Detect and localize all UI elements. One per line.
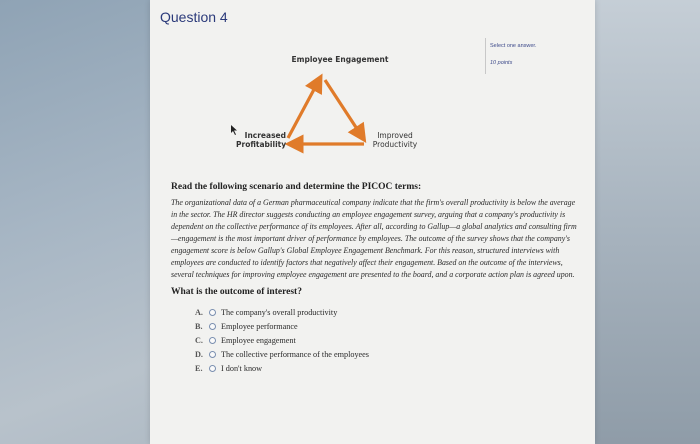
option-text: The collective performance of the employees — [221, 349, 369, 359]
radio-icon[interactable] — [209, 337, 216, 344]
answer-options — [195, 305, 581, 375]
option-text: The company's overall productivity — [221, 307, 338, 317]
radio-icon[interactable] — [209, 323, 216, 330]
radio-icon[interactable] — [209, 351, 216, 358]
option-text: Employee engagement — [221, 335, 296, 345]
option-e[interactable] — [195, 361, 581, 375]
option-letter: A. — [195, 307, 203, 317]
option-text: I don't know — [221, 363, 263, 373]
diagram-label-productivity: Improved Productivity — [372, 131, 418, 149]
points-label: 10 points — [490, 59, 513, 66]
instruction-text: Read the following scenario and determine the PICOC terms: — [171, 182, 422, 192]
question-card — [150, 0, 595, 444]
scenario-text: The organizational data of a German pharmaceutical company indicate that the firm's overall productivity is below the average in the sector. The HR director suggests conducting an employee engagement survey, arguing that a company's productivity is dependent on the collective performance of its employees. After all, according to Gallup—a global analytics and consulting firm —engagement is the most important driver of performance by employees. The outcome of the survey shows that the company's engagement score is below Gallup's Global Employee Engagement Benchmark. For this reason, structured interviews with employees are conducted to identify factors that negatively affect their engagement. Based on the outcome of the interviews, several techniques for improving employee engagement are presented to the board, and a corporate action plan is agreed upon. — [171, 198, 577, 279]
radio-icon[interactable] — [209, 309, 216, 316]
answer-status: Select one answer. — [490, 43, 537, 49]
background-panel — [590, 0, 700, 444]
engagement-cycle-diagram — [150, 0, 595, 200]
option-letter: E. — [195, 363, 203, 373]
arrow-down-right — [325, 80, 361, 135]
arrow-up-left — [288, 82, 318, 138]
option-d[interactable] — [195, 347, 581, 361]
diagram-label-engagement: Employee Engagement — [291, 55, 389, 64]
radio-icon[interactable] — [209, 365, 216, 372]
option-a[interactable] — [195, 305, 581, 319]
option-b[interactable] — [195, 319, 581, 333]
option-letter: B. — [195, 321, 203, 331]
mouse-cursor-icon — [231, 125, 239, 135]
question-content — [171, 182, 581, 375]
diagram-label-profitability: Increased Profitability — [236, 131, 287, 149]
option-letter: C. — [195, 335, 203, 345]
option-text: Employee performance — [221, 321, 298, 331]
option-c[interactable] — [195, 333, 581, 347]
cycle-arrows — [150, 0, 595, 200]
option-letter: D. — [195, 349, 203, 359]
question-title: Question 4 — [160, 9, 228, 25]
question-prompt: What is the outcome of interest? — [171, 287, 302, 297]
